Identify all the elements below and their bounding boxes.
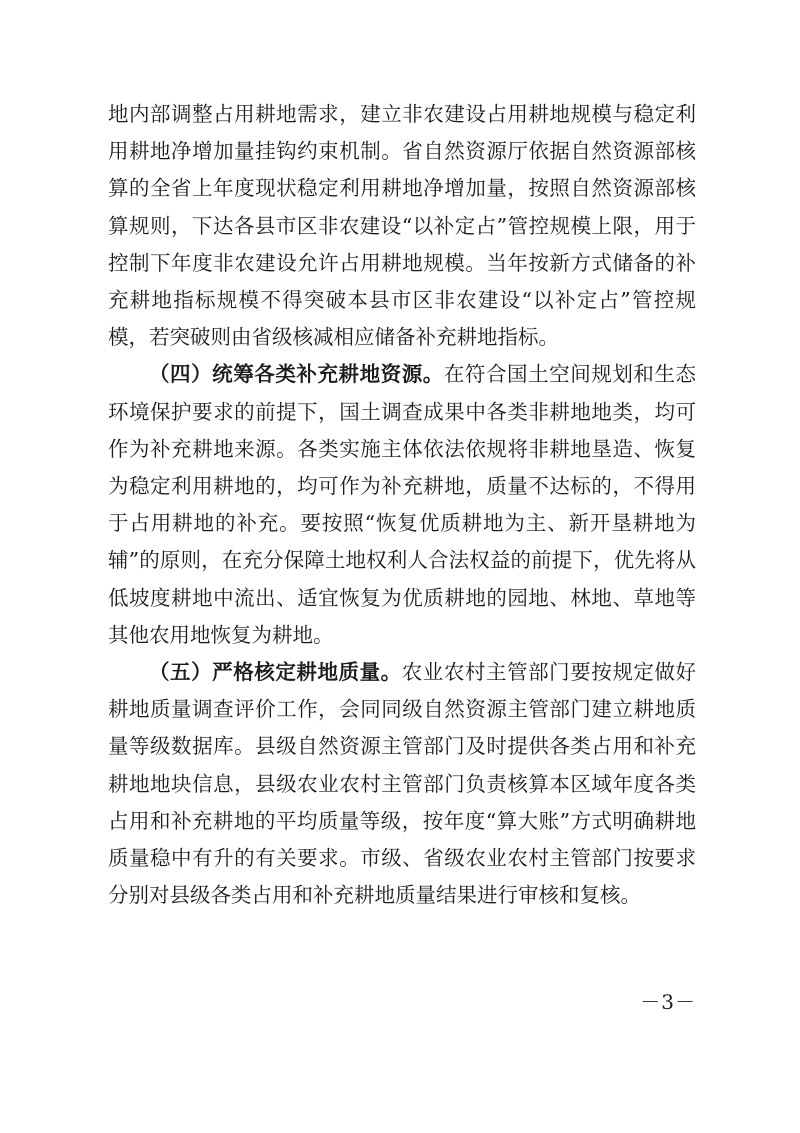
page-number: －3－	[640, 990, 696, 1014]
section-4-body: 在符合国土空间规划和生态环境保护要求的前提下，国土调查成果中各类非耕地地类，均可作为补充耕地来源。各类实施主体依法依规将非耕地垦造、恢复为稳定利用耕地的，均可作为补充耕地，质量不达标的，不得用于占用耕地的补充。要按照“恢复优质耕地为主、新开垦耕地为辅”的原则，在充分保障土地权利人合法权益的前提下，优先将从低坡度耕地中流出、适宜恢复为优质耕地的园地、林地、草地等其他农用地恢复为耕地。	[108, 362, 697, 647]
section-4-heading: （四）统筹各类补充耕地资源。	[149, 362, 444, 387]
section-5-body: 农业农村主管部门要按规定做好耕地质量调查评价工作，会同同级自然资源主管部门建立耕地质量等级数据库。县级自然资源主管部门及时提供各类占用和补充耕地地块信息，县级农业农村主管部门负责核算本区域年度各类占用和补充耕地的平均质量等级，按年度“算大账”方式明确耕地质量稳中有升的有关要求。市级、省级农业农村主管部门按要求分别对县级各类占用和补充耕地质量结果进行审核和复核。	[108, 660, 697, 908]
section-5-paragraph	[108, 654, 696, 914]
section-4-paragraph	[108, 356, 696, 654]
section-5-heading: （五）严格核定耕地质量。	[149, 660, 402, 685]
continuation-paragraph: 地内部调整占用耕地需求，建立非农建设占用耕地规模与稳定利用耕地净增加量挂钩约束机制。省自然资源厅依据自然资源部核算的全省上年度现状稳定利用耕地净增加量，按照自然资源部核算规则，下达各县市区非农建设“以补定占”管控规模上限，用于控制下年度非农建设允许占用耕地规模。当年按新方式储备的补充耕地指标规模不得突破本县市区非农建设“以补定占”管控规模，若突破则由省级核减相应储备补充耕地指标。	[108, 102, 696, 350]
document-body	[108, 96, 696, 914]
